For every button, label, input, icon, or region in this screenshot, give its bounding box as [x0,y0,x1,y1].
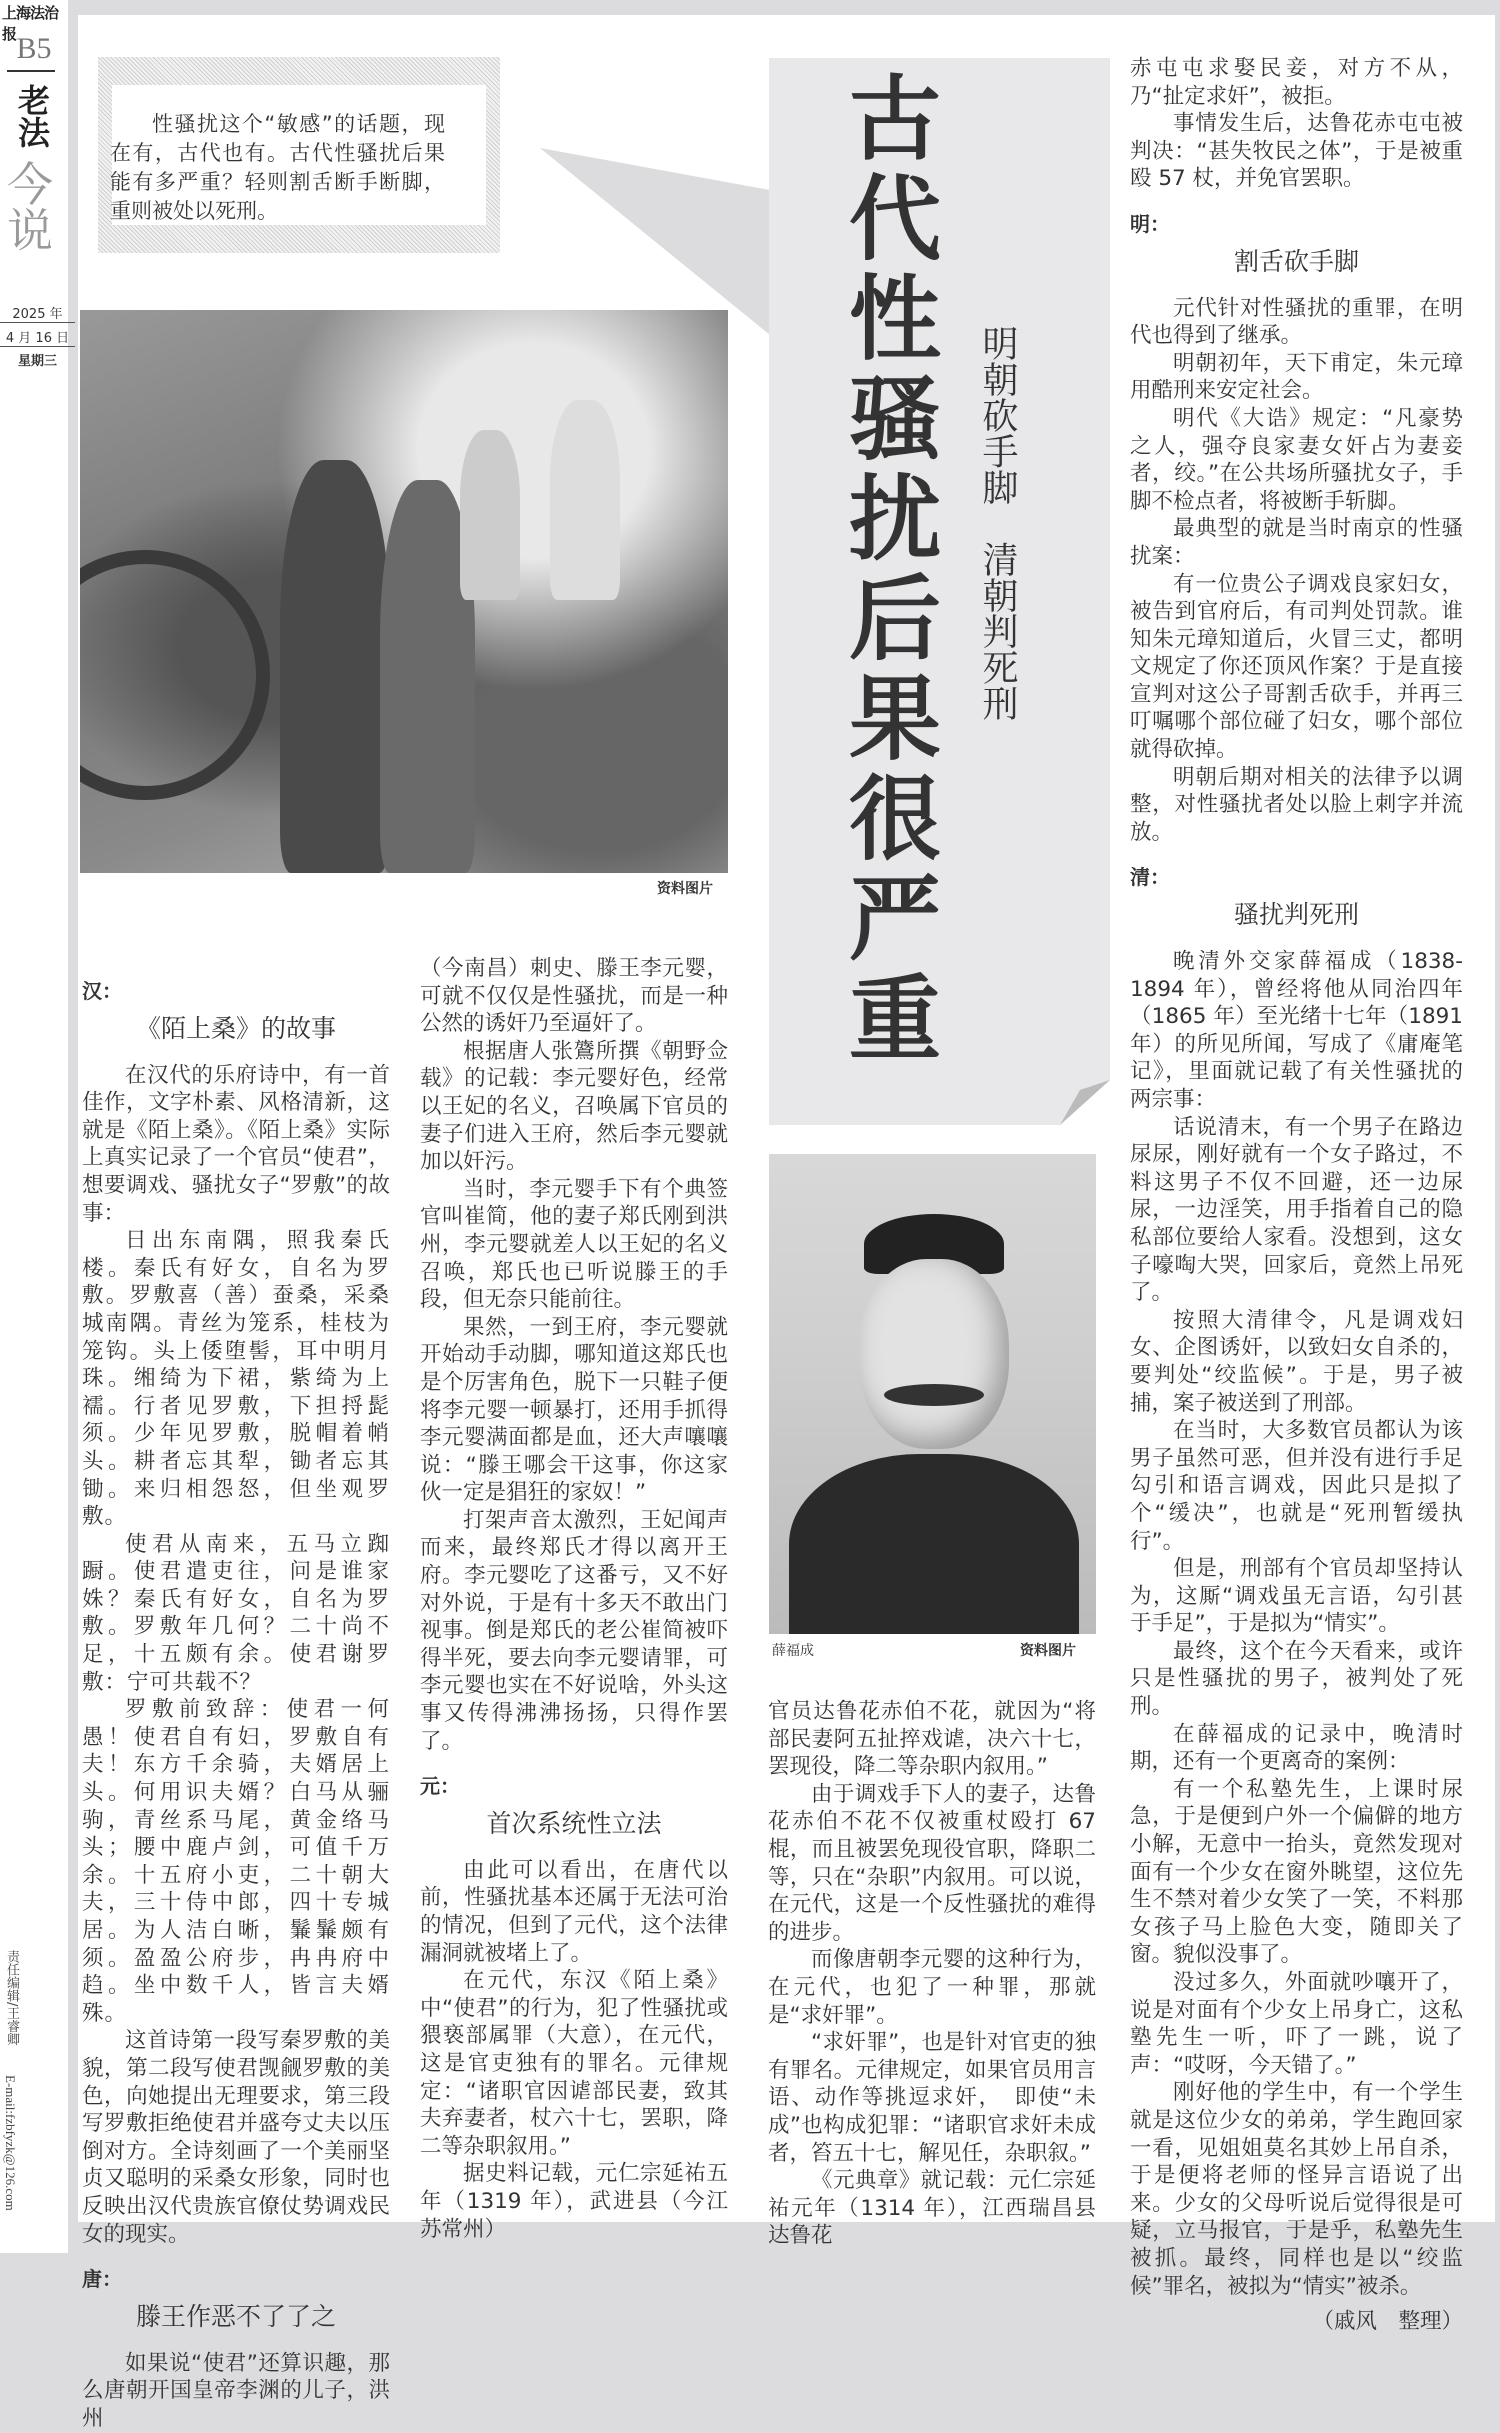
body-paragraph: 在薛福成的记录中，晚清时期，还有一个更离奇的案例： [1130,1721,1463,1775]
body-paragraph: 但是，刑部有个官员却坚持认为，这厮“调戏虽无言语，勾引甚于手足”，于是拟为“情实”。 [1130,1556,1463,1637]
date-day: 4 月 16 日 [0,327,75,347]
body-paragraph: 最典型的就是当时南京的性骚扰案： [1130,516,1463,569]
body-paragraph: 在汉代的乐府诗中，有一首佳作，文字朴素、风格清新，这就是《陌上桑》。《陌上桑》实际上真实记录了一个官员“使君”，想要调戏、骚扰女子“罗敷”的故事： [82,1062,390,1226]
body-paragraph: 赤屯屯求娶民妾，对方不从，乃“扯定求奸”，被拒。 [1130,56,1463,109]
section-heading: 首次系统性立法 [486,1808,662,1838]
section-heading: 骚扰判死刑 [1233,900,1359,930]
poem-paragraph: 使君从南来，五马立踟蹰。使君遣吏往，问是谁家姝？秦氏有好女，自名为罗敷。罗敷年几何？二十尚不足，十五颇有余。使君谢罗敷：宁可共载不？ [82,1531,390,1695]
text-column-4 [1130,55,1463,2336]
portrait-moustache [884,1384,984,1406]
body-paragraph: 没过多久，外面就吵嚷开了，说是对面有个少女上吊身亡，这私塾先生一听，吓了一跳，说了声：“哎呀，今天错了。” [1130,1970,1463,2078]
body-paragraph: 刚好他的学生中，有一个学生就是这位少女的弟弟，学生跑回家一看，见姐姐莫名其妙上吊自杀，于是便将老师的怪异言语说了出来。少女的父母听说后觉得很是可疑，立马报官，于是乎，私塾先生被抓。最终，同样也是以“绞监候”罪名，被拟为“情实”被杀。 [1130,2080,1463,2299]
text-column-1 [82,978,390,2433]
body-paragraph: 官员达鲁花赤伯不花，就因为“将部民妻阿五扯捽戏谑，决六十七，罢现役，降二等杂职内叙用。” [768,1699,1096,1780]
body-paragraph: 如果说“使君”还算识趣，那么唐朝开国皇帝李渊的儿子，洪州 [82,2350,390,2431]
weekday: 星期三 [17,354,57,369]
body-paragraph: 打架声音太激烈，王妃闻声而来，最终郑氏才得以离开王府。李元婴吃了这番亏，又不好对外说，于是有十多天不敢出门视事。倒是郑氏的老公崔简被吓得半死，要去向李元婴请罪，可李元婴也实在不好说啥，外头这事又传得沸沸扬扬，只得作罢了。 [420,1507,728,1754]
body-paragraph: （今南昌）刺史、滕王李元婴，可就不仅仅是性骚扰，而是一种公然的诱奸乃至逼奸了。 [420,956,728,1037]
portrait-caption: 资料图片 [1020,1643,1076,1659]
body-paragraph: 明代《大诰》规定：“凡豪势之人，强夺良家妻女奸占为妻妾者，绞。”在公共场所骚扰女子，手脚不检点者，将被断手斩脚。 [1130,405,1463,514]
dynasty-label: 清： [1130,865,1170,890]
portrait-image [769,1154,1096,1634]
body-paragraph: 据史料记载，元仁宗延祐五年（1319 年），武进县（今江苏常州） [420,2161,728,2242]
body-paragraph: 《元典章》就记载：元仁宗延祐元年（1314 年），江西瑞昌县达鲁花 [768,2168,1096,2249]
body-paragraph: 由此可以看出，在唐代以前，性骚扰基本还属于无法可治的情况，但到了元代，这个法律漏洞就被堵上了。 [420,1857,728,1966]
body-paragraph: 话说清末，有一个男子在路边尿尿，刚好就有一个女子路过，不料这男子不仅不回避，还一边尿尿，一边淫笑，用手指着自己的隐私部位要给人家看。没想到，这女子嚎啕大哭，回家后，竟然上吊死了。 [1130,1114,1463,1306]
figure-woman-2 [460,430,520,600]
body-paragraph: 当时，李元婴手下有个典签官叫崔简，他的妻子郑氏刚到洪州，李元婴就差人以王妃的名义召唤，郑氏也已听说滕王的手段，但无奈只能前往。 [420,1176,728,1313]
body-paragraph: 而像唐朝李元婴的这种行为，在元代，也犯了一种罪，那就是“求奸罪”。 [768,1947,1096,2028]
body-paragraph: 根据唐人张鷟所撰《朝野佥载》的记载：李元婴好色，经常以王妃的名义，召唤属下官员的妻子们进入王府，然后李元婴就加以奸污。 [420,1038,728,1175]
body-paragraph: 有一位贵公子调戏良家妇女，被告到官府后，有司判处罚款。谁知朱元璋知道后，火冒三丈，都明文规定了你还顶风作案？于是直接宣判对这公子哥割舌砍手，并再三叮嘱哪个部位碰了妇女，哪个部位就得砍掉。 [1130,571,1463,763]
portrait-name: 薛福成 [772,1643,814,1659]
page-number: B5 [16,32,52,65]
painting-image [80,310,728,873]
cart-wheel [80,550,270,800]
portrait-robe [789,1454,1079,1634]
poem-paragraph: 日出东南隅，照我秦氏楼。秦氏有好女，自名为罗敷。罗敷喜（善）蚕桑，采桑城南隅。青丝为笼系，桂枝为笼钩。头上倭堕髻，耳中明月珠。缃绮为下裙，紫绮为上襦。行者见罗敷，下担捋髭须。少年见罗敷，脱帽着帩头。耕者忘其犁，锄者忘其锄。来归相怨怒，但坐观罗敷。 [82,1228,390,1530]
body-paragraph: 有一个私塾先生，上课时尿急，于是便到户外一个偏僻的地方小解，无意中一抬头，竟然发现对面有一个少女在窗外眺望，这位先生不禁对着少女笑了一笑，不料那女孩子马上脸色大变，随即关了窗。貌似没事了。 [1130,1776,1463,1968]
date-year: 2025 年 [0,303,75,323]
body-paragraph: 事情发生后，达鲁花赤屯屯被判决：“甚失牧民之体”，于是被重殴 57 杖，并免官罢职。 [1130,111,1463,192]
paper-logo: 上海法治报 [2,4,59,43]
section-heading: 滕王作恶不了了之 [135,2301,336,2331]
text-column-3 [768,1698,1096,2250]
article-subtitle: 明朝砍手脚 清朝判死刑 [977,325,1018,721]
editor-credit: 责任编辑/王睿卿 [4,1950,19,2046]
section-heading: 《陌上桑》的故事 [135,1013,336,1043]
author-credit: （戚风 整理） [1312,2309,1463,2335]
intro-text: 性骚扰这个“敏感”的话题，现在有，古代也有。古代性骚扰后果能有多严重？轻则割舌断手断脚，重则被处以死刑。 [110,112,445,223]
editor-email: E-mail:fzbfyzk@126.com [3,2075,18,2211]
divider [7,70,55,72]
figure-woman [550,400,620,600]
body-paragraph: 明朝后期对相关的法律予以调整，对性骚扰者处以脸上刺字并流放。 [1130,764,1463,845]
section-heading: 割舌砍手脚 [1233,246,1359,276]
body-paragraph: “求奸罪”，也是针对官吏的独有罪名。元律规定，如果官员用言语、动作等挑逗求奸， 即使“未成”也构成犯罪：“诸职官求奸未成者，笞五十七，解见任，杂职叙。” [768,2030,1096,2166]
text-column-2 [420,955,728,2243]
body-paragraph: 最终，这个在今天看来，或许只是性骚扰的男子，被判处了死刑。 [1130,1638,1463,1720]
page-curl [1060,1080,1110,1125]
column-name-laofa: 老法 [13,84,51,148]
body-paragraph: 这首诗第一段写秦罗敷的美貌，第二段写使君觊觎罗敷的美色，向她提出无理要求，第三段写罗敷拒绝使君并盛夸丈夫以压倒对方。全诗刻画了一个美丽坚贞又聪明的采桑女形象，同时也反映出汉代贵族官僚仗势调戏民女的现实。 [82,2028,390,2247]
painting-caption: 资料图片 [657,881,713,897]
body-paragraph: 在元代，东汉《陌上桑》中“使君”的行为，犯了性骚扰或猥亵部属罪（大意），在元代，这是官吏独有的罪名。元律规定：“诸职官因谑部民妻，致其夫弃妻者，杖六十七，罢职，降二等杂职叙用。” [420,1968,728,2159]
column-name-jinshuo: 今说 [0,160,54,252]
dynasty-label: 元： [420,1774,460,1799]
dynasty-label: 唐： [82,2267,122,2292]
portrait-face [859,1259,1009,1449]
body-paragraph: 果然，一到王府，李元婴就开始动手动脚，哪知道这郑氏也是个厉害角色，脱下一只鞋子便将李元婴一顿暴打，还用手抓得李元婴满面都是血，还大声嚷嚷说：“滕王哪会干这事，你这家伙一定是猖狂的家奴！” [420,1314,728,1506]
poem-paragraph: 罗敷前致辞：使君一何愚！使君自有妇，罗敷自有夫！东方千余骑，夫婿居上头。何用识夫婿？白马从骊驹，青丝系马尾，黄金络马头；腰中鹿卢剑，可值千万余。十五府小吏，二十朝大夫，三十侍中郎，四十专城居。为人洁白晰，鬑鬑颇有须。盈盈公府步，冉冉府中趋。坐中数千人，皆言夫婿殊。 [82,1697,390,2026]
body-paragraph: 晚清外交家薛福成（1838-1894 年），曾经将他从同治四年（1865 年）至光绪十七年（1891 年）的所见所闻，写成了《庸庵笔记》，里面就记载了有关性骚扰的两宗事： [1130,949,1463,1112]
body-paragraph: 在当时，大多数官员都认为该男子虽然可恶，但并没有进行手足勾引和语言调戏，因此只是拟了个“缓决”，也就是“死刑暂缓执行”。 [1130,1418,1463,1554]
body-paragraph: 明朝初年，天下甫定，朱元璋用酷刑来安定社会。 [1130,350,1463,404]
dynasty-label: 明： [1130,211,1170,236]
body-paragraph: 由于调戏手下人的妻子，达鲁花赤伯不花不仅被重杖殴打 67 棍，而且被罢免现役官职，降职二等，只在“杂职”内叙用。可以说，在元代，这是一个反性骚扰的难得的进步。 [768,1781,1096,1945]
figure-man [280,460,390,873]
body-paragraph: 按照大清律令，凡是调戏妇女、企图诱奸，以致妇女自杀的，要判处“绞监候”。于是，男子被捕，案子被送到了刑部。 [1130,1307,1463,1416]
body-paragraph: 元代针对性骚扰的重罪，在明代也得到了继承。 [1130,295,1463,349]
masthead-strip [0,0,68,2253]
dynasty-label: 汉： [82,979,122,1003]
article-title: 古代性骚扰后果很严重 [834,70,942,1070]
